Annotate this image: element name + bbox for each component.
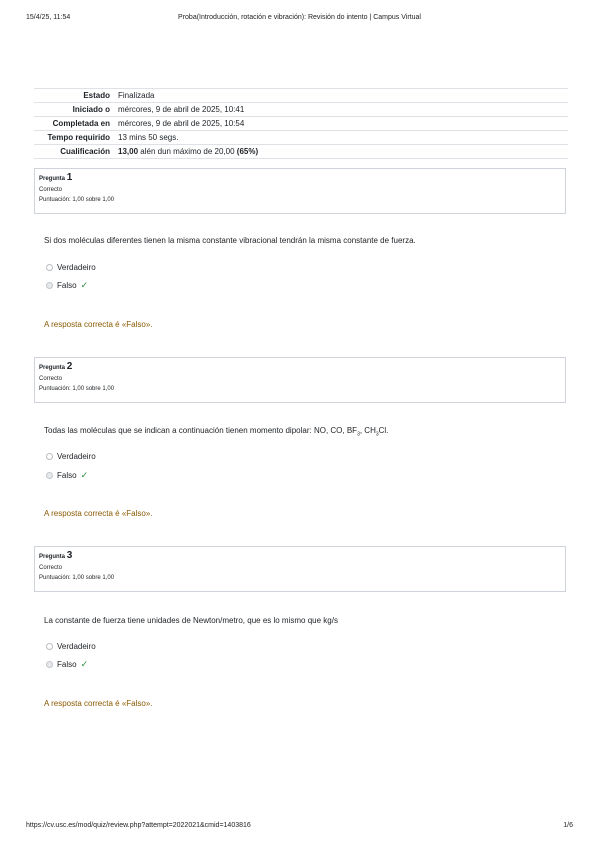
question-label: Pregunta [39, 176, 66, 182]
question-state: Correcto [39, 376, 63, 382]
correct-check-icon: ✓ [80, 280, 89, 290]
answer-option-true[interactable] [46, 452, 96, 461]
question-number-value: 2 [66, 361, 73, 372]
correct-answer-feedback: A resposta correcta é «Falso». [44, 509, 153, 518]
answer-option-true[interactable] [46, 642, 96, 651]
radio-button[interactable] [46, 264, 53, 271]
question-state: Correcto [39, 565, 63, 571]
summary-label: Tempo requirido [34, 131, 114, 145]
grade-score: 13,00 [118, 147, 139, 156]
question-number-value: 1 [66, 172, 73, 183]
answer-option-true[interactable] [46, 263, 96, 272]
print-footer [26, 822, 573, 834]
correct-answer-feedback: A resposta correcta é «Falso». [44, 699, 153, 708]
summary-label: Completada en [34, 117, 114, 131]
question-text: Si dos moléculas diferentes tienen la misma constante vibracional tendrán la misma constante de fuerza. [44, 236, 416, 245]
subscript: 3 [375, 431, 379, 438]
question-number [39, 550, 561, 561]
summary-row-state [34, 89, 568, 103]
answer-option-false[interactable] [46, 280, 88, 291]
print-datetime: 15/4/25, 11:54 [26, 14, 71, 21]
question-label: Pregunta [39, 554, 66, 560]
radio-button-selected[interactable] [46, 661, 53, 668]
question-label: Pregunta [39, 365, 66, 371]
summary-value: mércores, 9 de abril de 2025, 10:54 [114, 117, 568, 131]
option-label: Verdadeiro [57, 642, 96, 651]
question-text-part: Cl. [378, 426, 389, 435]
option-label: Falso [57, 471, 77, 480]
page-url: https://cv.usc.es/mod/quiz/review.php?attempt=2022021&cmid=1403816 [26, 822, 251, 829]
print-page-title: Proba(Introducción, rotación e vibración): Revisión do intento | Campus Virtual [178, 14, 421, 21]
summary-label: Estado [34, 89, 114, 103]
question-number [39, 361, 561, 372]
option-label: Verdadeiro [57, 263, 96, 272]
correct-check-icon: ✓ [80, 470, 89, 480]
correct-answer-feedback: A resposta correcta é «Falso». [44, 320, 153, 329]
question-state: Correcto [39, 187, 63, 193]
question-mark: Puntuación: 1,00 sobre 1,00 [39, 575, 115, 581]
page-number: 1/6 [563, 822, 573, 829]
option-label: Falso [57, 660, 77, 669]
radio-button[interactable] [46, 643, 53, 650]
question-mark: Puntuación: 1,00 sobre 1,00 [39, 197, 115, 203]
attempt-summary-table [34, 88, 568, 159]
print-header [26, 14, 573, 26]
question-mark: Puntuación: 1,00 sobre 1,00 [39, 386, 115, 392]
question-text: La constante de fuerza tiene unidades de Newton/metro, que es lo mismo que kg/s [44, 616, 338, 625]
summary-label: Cualificación [34, 145, 114, 159]
grade-text: alén dun máximo de 20,00 [140, 147, 235, 156]
summary-value: mércores, 9 de abril de 2025, 10:41 [114, 103, 568, 117]
summary-label: Iniciado o [34, 103, 114, 117]
option-label: Falso [57, 281, 77, 290]
question-info-box [34, 168, 566, 214]
summary-row-grade [34, 145, 568, 159]
question-number [39, 172, 561, 183]
question-text-part: Todas las moléculas que se indican a continuación tienen momento dipolar: NO, CO, BF [44, 426, 358, 435]
answer-option-false[interactable] [46, 659, 88, 670]
question-text-part: , CH [359, 426, 376, 435]
radio-button[interactable] [46, 453, 53, 460]
summary-row-started [34, 103, 568, 117]
summary-row-completed [34, 117, 568, 131]
summary-grade-value [114, 145, 568, 159]
question-text [44, 426, 388, 438]
radio-button-selected[interactable] [46, 282, 53, 289]
summary-value: 13 mins 50 segs. [114, 131, 568, 145]
subscript: 3 [357, 431, 360, 438]
grade-percent: (65%) [236, 147, 259, 156]
answer-option-false[interactable] [46, 470, 88, 481]
question-info-box [34, 546, 566, 592]
correct-check-icon: ✓ [80, 659, 89, 669]
summary-row-time [34, 131, 568, 145]
question-info-box [34, 357, 566, 403]
question-number-value: 3 [66, 550, 73, 561]
summary-value: Finalizada [114, 89, 568, 103]
option-label: Verdadeiro [57, 452, 96, 461]
radio-button-selected[interactable] [46, 472, 53, 479]
